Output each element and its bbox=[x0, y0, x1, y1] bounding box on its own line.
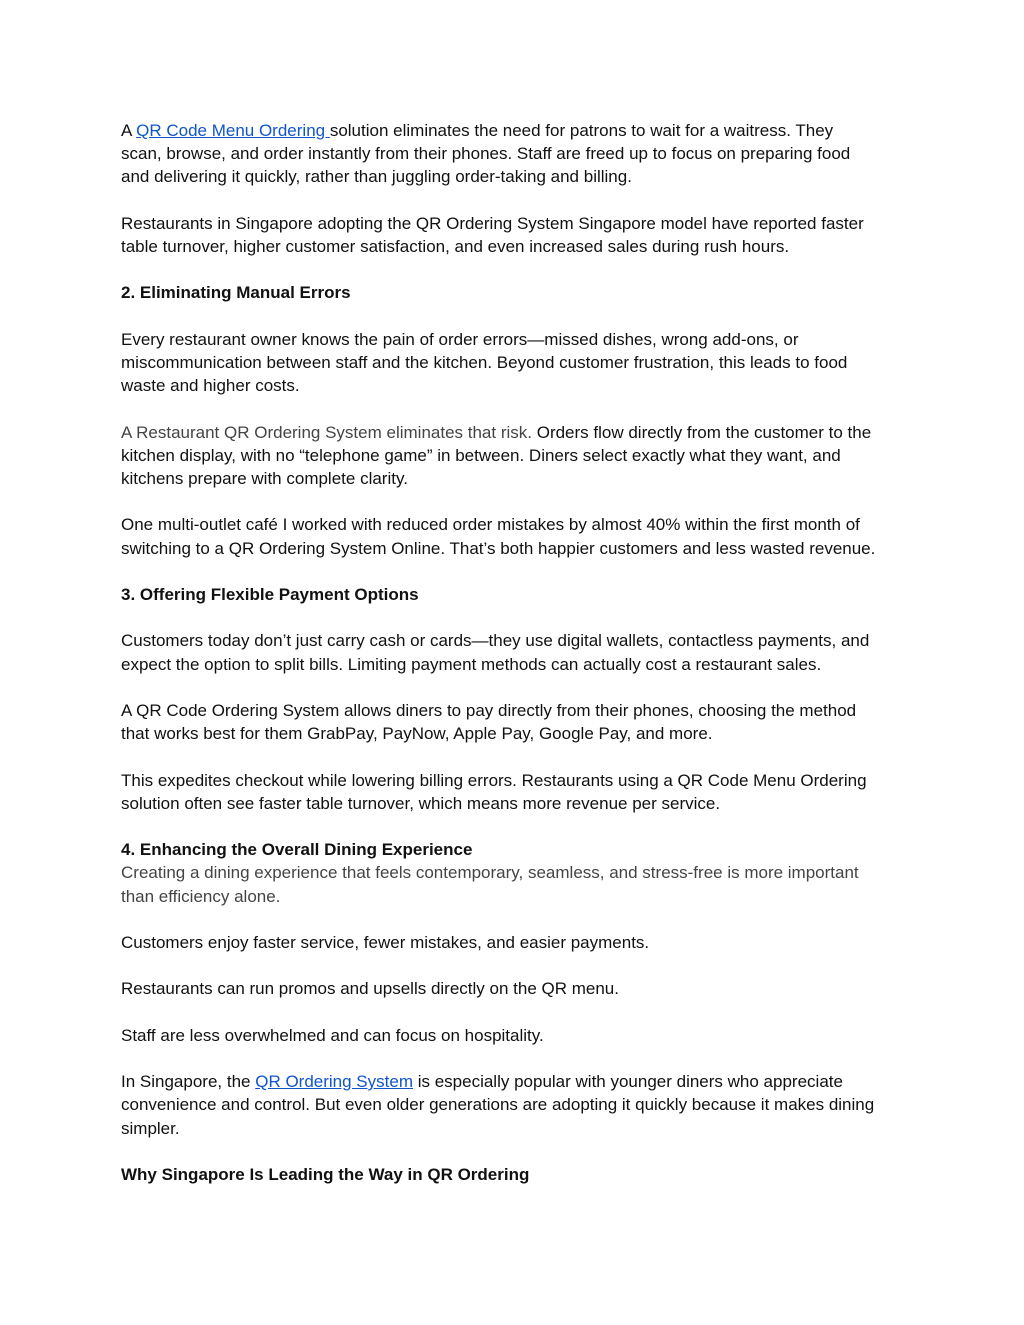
text-run: Restaurants in Singapore adopting the QR Ordering System Singapore model have reported faster bbox=[121, 213, 864, 233]
text-run: A Restaurant QR Ordering System eliminates that risk. bbox=[121, 422, 537, 442]
text-run: simpler. bbox=[121, 1118, 180, 1138]
text-run: is especially popular with younger diners who appreciate bbox=[412, 1072, 843, 1092]
text-line bbox=[121, 374, 921, 397]
text-line bbox=[121, 467, 921, 490]
text-line bbox=[121, 699, 921, 722]
text-run: kitchen display, with no “telephone game” in between. Diners select exactly what they want, and bbox=[121, 445, 841, 465]
text-run: Customers today don’t just carry cash or cards—they use digital wallets, contactless payments, and bbox=[121, 631, 870, 651]
text-line bbox=[121, 1163, 921, 1186]
text-run: This expedites checkout while lowering billing errors. Restaurants using a QR Code Menu Ordering bbox=[121, 770, 867, 790]
text-run: and delivering it quickly, rather than juggling order-taking and billing. bbox=[121, 167, 632, 187]
restaurant-qr-paragraph bbox=[121, 421, 921, 491]
text-line bbox=[121, 444, 921, 467]
text-run: Staff are less overwhelmed and can focus on hospitality. bbox=[121, 1025, 544, 1045]
text-line bbox=[121, 328, 921, 351]
text-run: solution often see faster table turnover, which means more revenue per service. bbox=[121, 793, 721, 813]
text-line bbox=[121, 537, 921, 560]
text-line bbox=[121, 1117, 921, 1140]
heading-eliminating-errors bbox=[121, 281, 921, 304]
text-line bbox=[121, 885, 921, 908]
text-line bbox=[121, 165, 921, 188]
text-run: than efficiency alone. bbox=[121, 886, 281, 906]
text-run: One multi-outlet café I worked with reduced order mistakes by almost 40% within the first month of bbox=[121, 515, 860, 535]
section-heading: 4. Enhancing the Overall Dining Experience bbox=[121, 840, 473, 860]
text-line bbox=[121, 722, 921, 745]
checkout-paragraph bbox=[121, 769, 921, 815]
section-heading: 3. Offering Flexible Payment Options bbox=[121, 584, 419, 604]
text-run: miscommunication between staff and the kitchen. Beyond customer frustration, this leads to food bbox=[121, 352, 848, 372]
text-run: scan, browse, and order instantly from their phones. Staff are freed up to focus on preparing food bbox=[121, 144, 851, 164]
text-line bbox=[121, 351, 921, 374]
text-run: Every restaurant owner knows the pain of order errors—missed dishes, wrong add-ons, or bbox=[121, 329, 799, 349]
text-line bbox=[121, 583, 921, 606]
text-line bbox=[121, 281, 921, 304]
singapore-results-paragraph bbox=[121, 212, 921, 258]
section-heading: 2. Eliminating Manual Errors bbox=[121, 283, 351, 303]
text-run: Creating a dining experience that feels contemporary, seamless, and stress-free is more important bbox=[121, 863, 859, 883]
promos-paragraph bbox=[121, 977, 921, 1000]
text-run: that works best for them GrabPay, PayNow, Apple Pay, Google Pay, and more. bbox=[121, 724, 713, 744]
text-line bbox=[121, 861, 921, 884]
text-line bbox=[121, 838, 921, 861]
text-line bbox=[121, 629, 921, 652]
cafe-example-paragraph bbox=[121, 513, 921, 559]
text-run: expect the option to split bills. Limiting payment methods can actually cost a restaurant sales. bbox=[121, 654, 822, 674]
text-line bbox=[121, 792, 921, 815]
text-line bbox=[121, 235, 921, 258]
intro-paragraph bbox=[121, 119, 921, 189]
dining-experience-paragraph bbox=[121, 861, 921, 907]
heading-why-singapore bbox=[121, 1163, 921, 1186]
text-run: convenience and control. But even older generations are adopting it quickly because it makes dining bbox=[121, 1095, 875, 1115]
text-run: waste and higher costs. bbox=[121, 376, 300, 396]
text-run: A QR Code Ordering System allows diners to pay directly from their phones, choosing the method bbox=[121, 700, 857, 720]
text-run: table turnover, higher customer satisfaction, and even increased sales during rush hours. bbox=[121, 237, 790, 256]
link-qr-ordering[interactable]: QR Code Menu Ordering bbox=[136, 121, 330, 140]
text-run: Orders flow directly from the customer to the bbox=[536, 422, 872, 442]
customers-enjoy-paragraph bbox=[121, 931, 921, 954]
text-line bbox=[121, 1024, 921, 1047]
text-run: switching to a QR Ordering System Online. That’s both happier customers and less wasted revenue. bbox=[121, 538, 876, 558]
payment-methods-paragraph bbox=[121, 699, 921, 745]
document-body bbox=[121, 119, 921, 1209]
text-line bbox=[121, 931, 921, 954]
singapore-popularity-paragraph bbox=[121, 1070, 921, 1140]
text-line bbox=[121, 653, 921, 676]
text-line bbox=[121, 1093, 921, 1116]
text-line bbox=[121, 513, 921, 536]
text-line bbox=[121, 977, 921, 1000]
text-run: kitchens prepare with complete clarity. bbox=[121, 468, 408, 488]
staff-paragraph bbox=[121, 1024, 921, 1047]
text-line bbox=[121, 421, 921, 444]
text-run: Customers enjoy faster service, fewer mistakes, and easier payments. bbox=[121, 932, 650, 952]
section-heading: Why Singapore Is Leading the Way in QR Ordering bbox=[121, 1164, 530, 1184]
link-qr-ordering[interactable]: QR Ordering System bbox=[255, 1072, 413, 1092]
text-run: solution eliminates the need for patrons to wait for a waitress. They bbox=[329, 121, 834, 140]
heading-dining-experience bbox=[121, 838, 921, 861]
payment-intro-paragraph bbox=[121, 629, 921, 675]
text-line bbox=[121, 119, 921, 142]
text-run: In Singapore, the bbox=[121, 1072, 256, 1092]
text-line bbox=[121, 212, 921, 235]
text-run: A bbox=[121, 121, 137, 140]
text-line bbox=[121, 769, 921, 792]
heading-payment-options bbox=[121, 583, 921, 606]
order-errors-paragraph bbox=[121, 328, 921, 398]
text-run: Restaurants can run promos and upsells directly on the QR menu. bbox=[121, 979, 619, 999]
text-line bbox=[121, 1070, 921, 1093]
text-line bbox=[121, 142, 921, 165]
